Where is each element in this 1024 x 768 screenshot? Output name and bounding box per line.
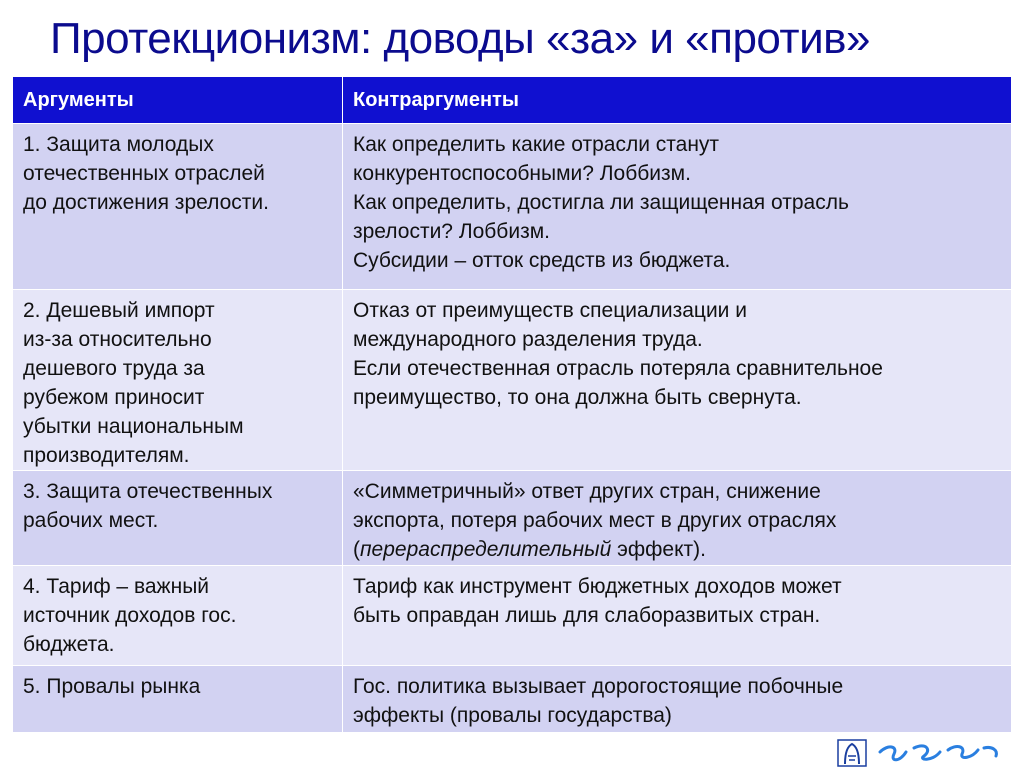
text-line: Отказ от преимуществ специализации и <box>353 299 747 322</box>
italic-term: перераспределительный <box>360 538 612 561</box>
logo-emblem-icon <box>838 740 866 766</box>
text-line: преимущество, то она должна быть свернута. <box>353 386 802 409</box>
text-line: конкурентоспособными? Лоббизм. <box>353 162 691 185</box>
argument-cell <box>13 566 343 666</box>
text-line: Субсидии – отток средств из бюджета. <box>353 249 731 272</box>
text-line: дешевого труда за <box>23 357 205 380</box>
text-tail: эффект). <box>611 538 706 561</box>
text-line: экспорта, потеря рабочих мест в других отраслях <box>353 509 837 532</box>
text-line: рубежом приносит <box>23 386 205 409</box>
argument-cell <box>13 290 343 471</box>
text-line: до достижения зрелости. <box>23 191 269 214</box>
text-line: рабочих мест. <box>23 509 159 532</box>
table-row <box>13 124 1012 290</box>
table-row <box>13 290 1012 471</box>
counterargument-cell <box>343 290 1012 471</box>
text-line: быть оправдан лишь для слаборазвитых стран. <box>353 604 821 627</box>
argument-cell <box>13 666 343 733</box>
text-line: 1. Защита молодых <box>23 133 214 156</box>
argument-cell <box>13 124 343 290</box>
paren-open: ( <box>353 538 360 561</box>
column-header-counterarguments: Контраргументы <box>343 77 1012 124</box>
argument-cell <box>13 471 343 566</box>
table-row <box>13 471 1012 566</box>
text-line: 4. Тариф – важный <box>23 575 210 598</box>
arguments-table <box>12 76 1012 733</box>
text-line: «Симметричный» ответ других стран, снижение <box>353 480 821 503</box>
logo-script-icon <box>880 746 996 760</box>
text-line: убытки национальным <box>23 415 244 438</box>
text-line: Как определить, достигла ли защищенная отрасль <box>353 191 849 214</box>
counterargument-cell <box>343 124 1012 290</box>
text-line: из-за относительно <box>23 328 212 351</box>
text-line: Тариф как инструмент бюджетных доходов может <box>353 575 842 598</box>
table-row <box>13 566 1012 666</box>
counterargument-cell <box>343 566 1012 666</box>
table-header-row <box>13 77 1012 124</box>
text-line: 5. Провалы рынка <box>23 675 201 698</box>
text-line: отечественных отраслей <box>23 162 265 185</box>
text-line: Гос. политика вызывает дорогостоящие побочные <box>353 675 844 698</box>
text-line: зрелости? Лоббизм. <box>353 220 550 243</box>
text-line: бюджета. <box>23 633 115 656</box>
slide-title: Протекционизм: доводы «за» и «против» <box>50 14 870 63</box>
logo <box>836 738 1006 768</box>
text-line: эффекты (провалы государства) <box>353 704 672 727</box>
text-line: Как определить какие отрасли станут <box>353 133 720 156</box>
counterargument-cell <box>343 666 1012 733</box>
text-line: Если отечественная отрасль потеряла сравнительное <box>353 357 883 380</box>
text-line: производителям. <box>23 444 190 467</box>
column-header-arguments: Аргументы <box>13 77 343 124</box>
table-row <box>13 666 1012 733</box>
text-line: 2. Дешевый импорт <box>23 299 215 322</box>
text-line: 3. Защита отечественных <box>23 480 273 503</box>
text-line: международного разделения труда. <box>353 328 703 351</box>
text-line <box>353 535 1001 564</box>
text-line: источник доходов гос. <box>23 604 237 627</box>
counterargument-cell <box>343 471 1012 566</box>
